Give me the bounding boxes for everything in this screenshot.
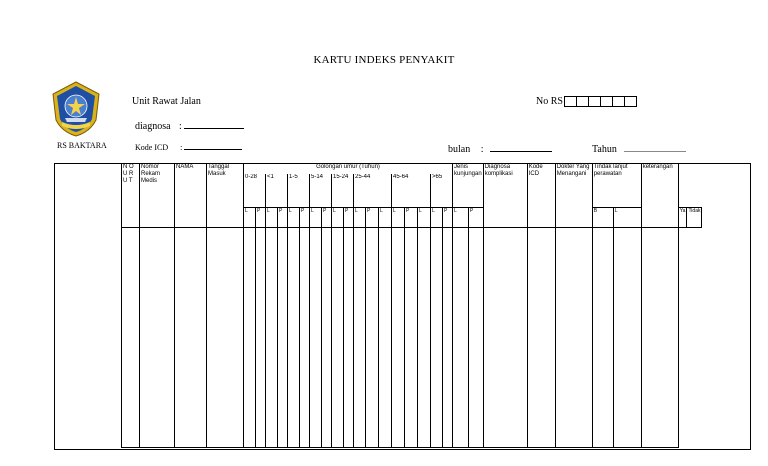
tahun-label: Tahun	[592, 144, 617, 155]
visit-b-header: B	[592, 208, 613, 228]
sex-l-header: L	[453, 208, 469, 228]
sex-p-header: P	[468, 208, 483, 228]
header-nama: NAMA	[175, 164, 207, 228]
header-keterangan: keterangan	[641, 164, 678, 228]
disease-index-table	[121, 163, 702, 448]
age-group-header: 25-44	[354, 174, 392, 208]
sex-l-header: L	[310, 208, 322, 228]
sex-l-header: L	[244, 208, 256, 228]
header-tanggal-masuk: Tanggal Masuk	[207, 164, 244, 228]
age-group-header: >65	[431, 174, 453, 208]
sex-l-header: L	[266, 208, 278, 228]
tindak-ya-header: Ya	[678, 208, 687, 228]
sex-l-header: L	[392, 208, 405, 228]
sex-p-header: P	[443, 208, 453, 228]
sex-p-header: P	[344, 208, 354, 228]
visit-l-header: L	[613, 208, 641, 228]
hospital-logo	[50, 80, 102, 138]
kode-icd-colon: :	[180, 143, 183, 152]
header-tindak-lanjut: Tindak lanjut perawatan	[592, 164, 641, 208]
bulan-field[interactable]	[448, 141, 552, 155]
age-group-header: 1-5	[288, 174, 310, 208]
header-kode-icd: Kode ICD	[527, 164, 555, 228]
table-body-row[interactable]	[122, 228, 702, 448]
sex-l-header: L	[418, 208, 431, 228]
bulan-label: bulan	[448, 144, 471, 155]
tindak-tidak-header: Tidak	[687, 208, 702, 228]
diagnosa-label: diagnosa	[135, 121, 171, 132]
diagnosa-field[interactable]	[135, 118, 244, 132]
age-group-header: 0-28	[244, 174, 266, 208]
sex-p-header: P	[366, 208, 379, 228]
sex-l-header: L	[379, 208, 392, 228]
bulan-line[interactable]	[490, 141, 552, 152]
sex-l-header: L	[332, 208, 344, 228]
header-dokter: Dokter Yang Menangani	[555, 164, 592, 228]
kode-icd-label: Kode ICD	[135, 143, 169, 152]
kode-icd-line[interactable]	[184, 141, 242, 150]
no-rs-field[interactable]	[536, 96, 637, 107]
no-rs-label: No RS	[536, 96, 563, 107]
sex-l-header: L	[288, 208, 300, 228]
age-group-header: 15-24	[332, 174, 354, 208]
header-diagnosa-komplikasi: Diagnosa komplikasi	[483, 164, 527, 228]
sex-p-header: P	[322, 208, 332, 228]
bulan-colon: :	[480, 144, 484, 155]
age-group-header: <1	[266, 174, 288, 208]
page-title: KARTU INDEKS PENYAKIT	[313, 54, 455, 66]
sex-p-header: P	[405, 208, 418, 228]
kode-icd-field[interactable]	[135, 141, 242, 152]
hospital-name: RS BAKTARA	[57, 141, 107, 150]
diagnosa-colon: :	[179, 121, 182, 132]
diagnosa-line[interactable]	[184, 118, 244, 129]
no-rs-digit-box[interactable]	[624, 96, 637, 107]
header-nomor-rekam-medis: Nomor Rekam Medis	[140, 164, 175, 228]
no-rs-boxes[interactable]	[565, 96, 637, 107]
age-group-header: 5-14	[310, 174, 332, 208]
sex-l-header: L	[354, 208, 366, 228]
sex-p-header: P	[300, 208, 310, 228]
sex-l-header: L	[431, 208, 443, 228]
tahun-line[interactable]	[624, 141, 686, 152]
header-jenis-kunjungan: Jenis kunjungan	[453, 164, 484, 208]
header-no-urut: N O U R U T	[122, 164, 140, 228]
unit-label: Unit Rawat Jalan	[132, 96, 201, 107]
age-group-header: 45-64	[392, 174, 431, 208]
header-golongan-umur: Golongan umur (Tuhun)	[244, 164, 453, 174]
sex-p-header: P	[256, 208, 266, 228]
sex-p-header: P	[278, 208, 288, 228]
tahun-field[interactable]	[592, 141, 686, 155]
